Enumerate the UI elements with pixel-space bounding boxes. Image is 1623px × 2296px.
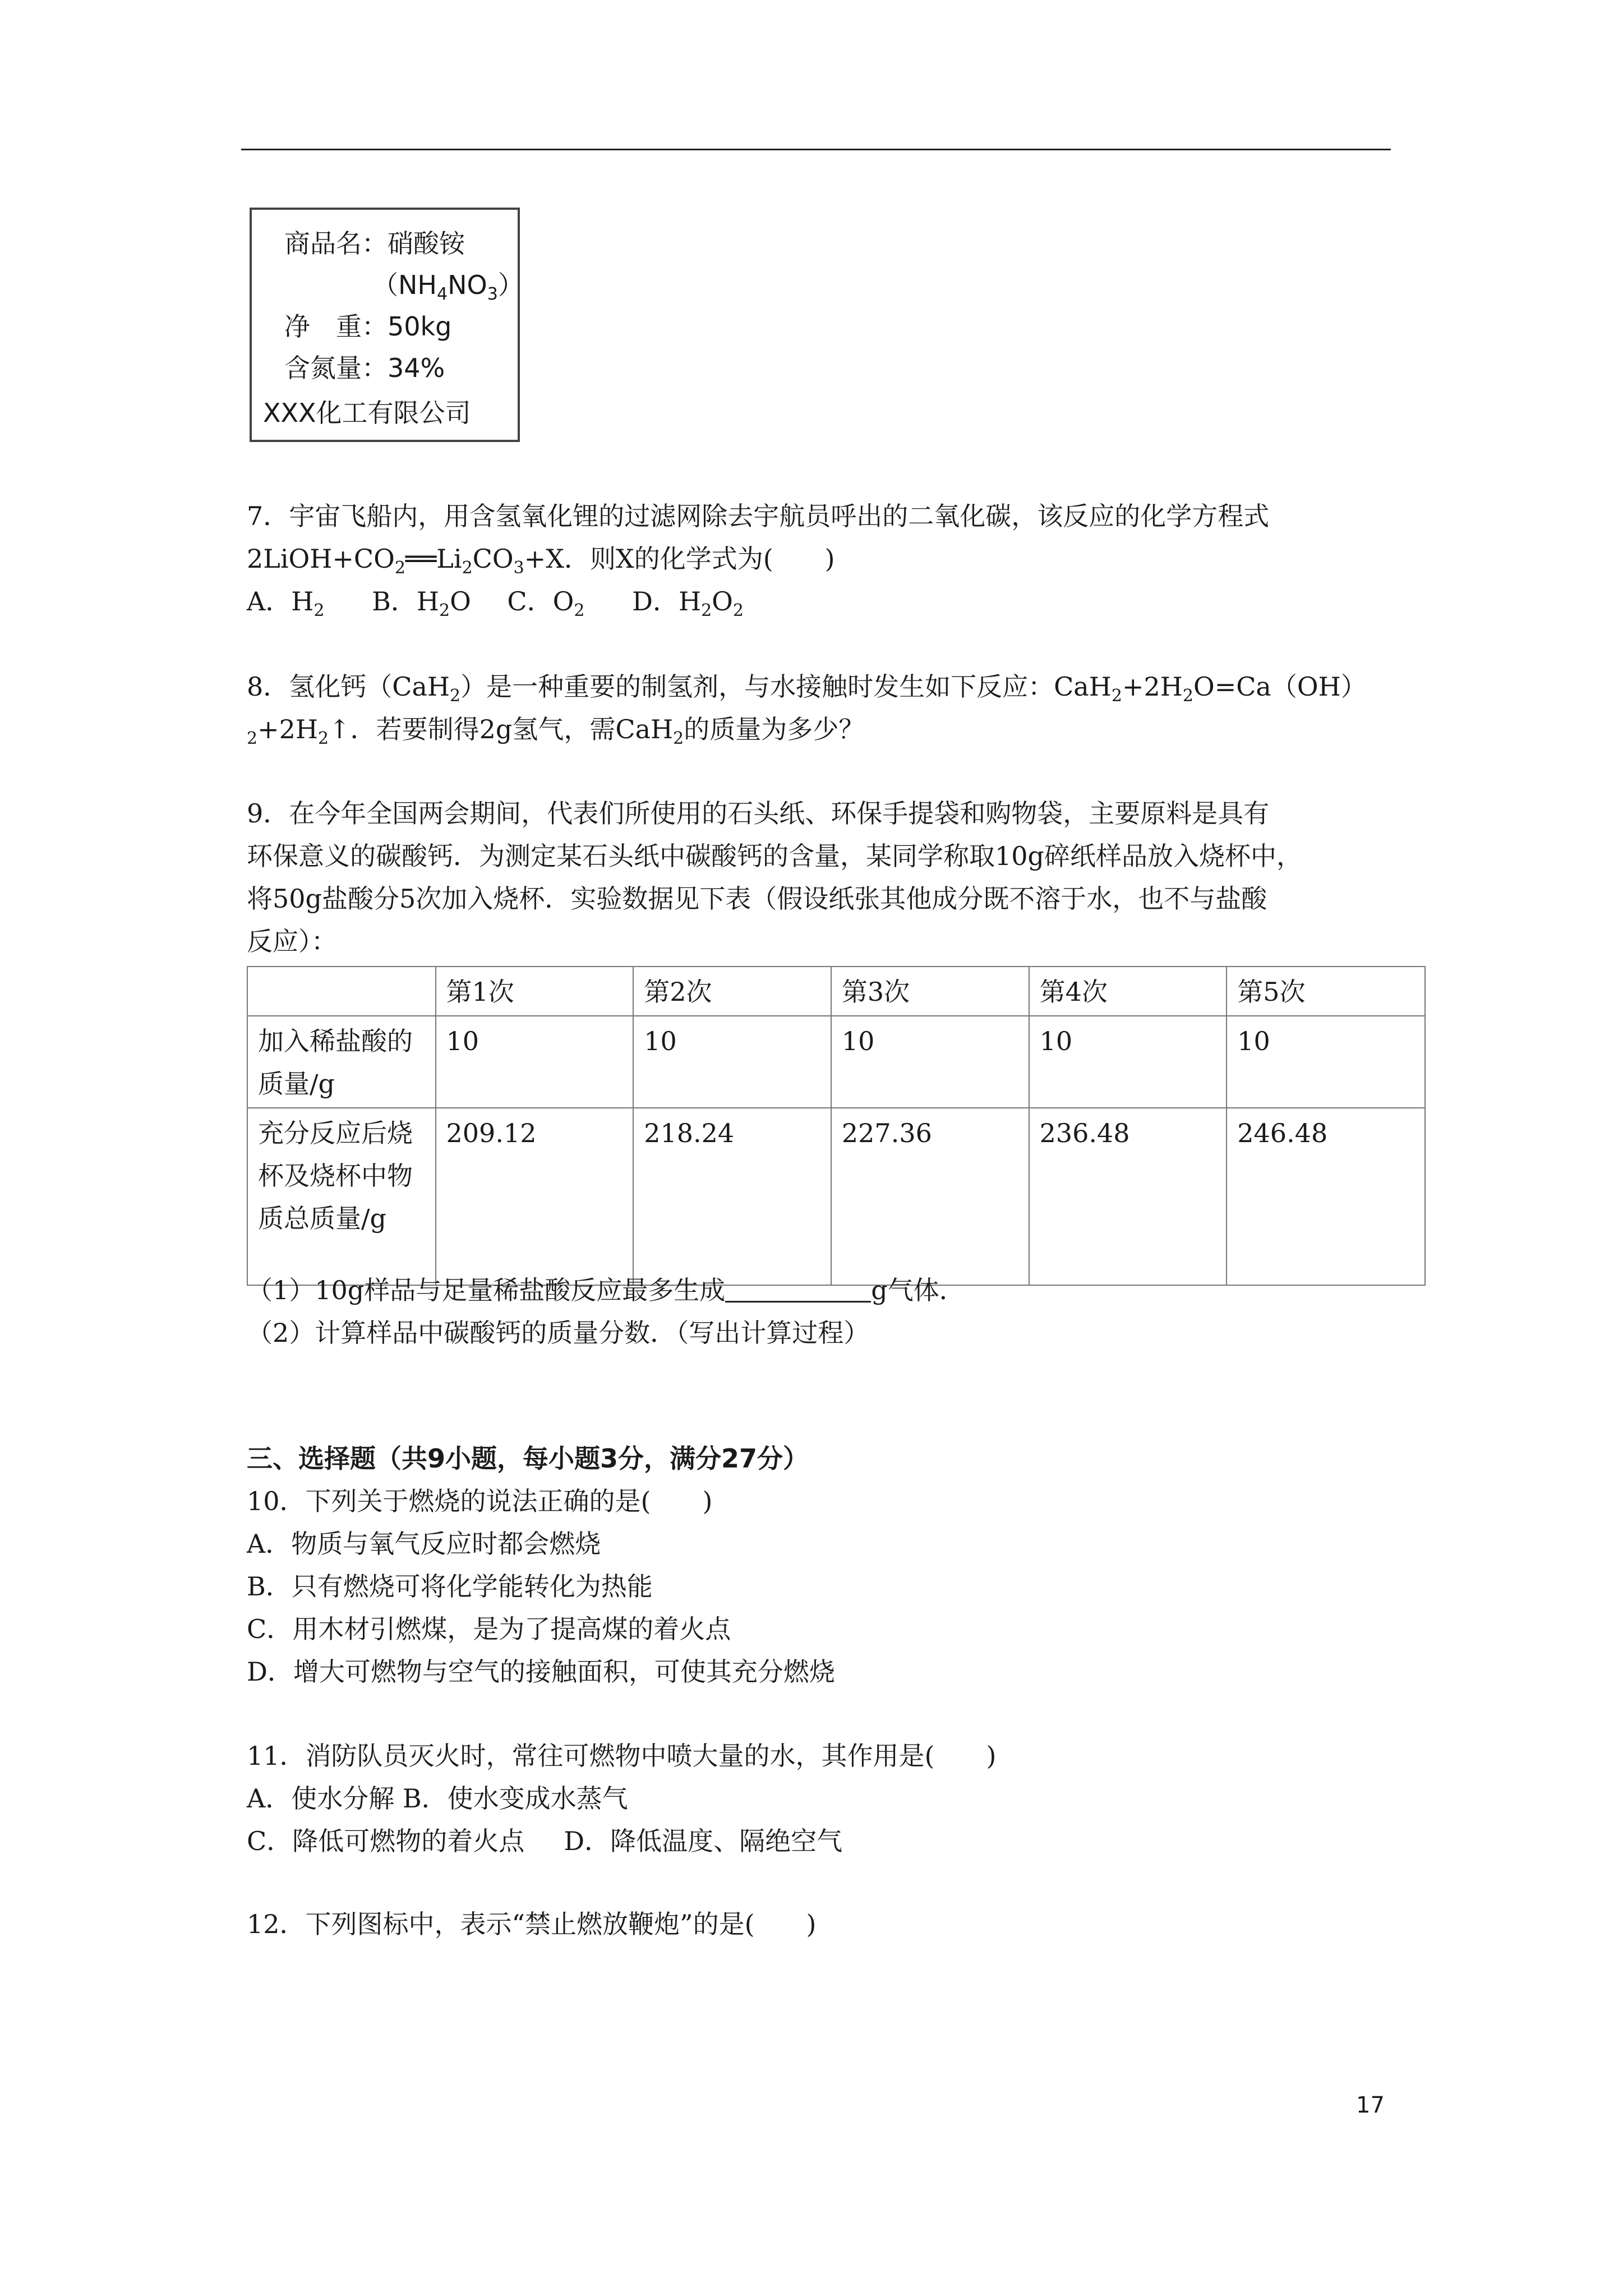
- q12-stem: 12．下列图标中，表示“禁止燃放鞭炮”的是( ): [247, 1909, 817, 1939]
- q7-option-b: B．$H_2O$: [372, 586, 471, 620]
- q9-stem-line4: 反应）：: [247, 926, 337, 956]
- q11-option-c: C．降低可燃物的着火点: [247, 1826, 525, 1856]
- q8-stem-line2: $_2+2H_2↑$．若要制得2g氢气，需CaH$_2$的质量为多少？: [247, 714, 865, 748]
- table-header-row: [247, 967, 1425, 1016]
- q9-subquestion-1: （1）10g样品与足量稀盐酸反应最多生成 g气体．: [247, 1275, 965, 1305]
- q9-data-table: [247, 966, 1426, 1286]
- table-row-label: 加入稀盐酸的质量/g: [247, 1016, 436, 1108]
- q10-option-c: C．用木材引燃煤，是为了提高煤的着火点: [247, 1614, 731, 1644]
- table-cell: 10: [436, 1016, 634, 1108]
- table-header-cell: 第2次: [633, 967, 831, 1016]
- table-cell: 209.12: [436, 1108, 634, 1285]
- table-row: [247, 1108, 1425, 1285]
- q10-option-a: A．物质与氧气反应时都会燃烧: [247, 1529, 601, 1559]
- table-header-cell: 第4次: [1029, 967, 1227, 1016]
- q9-stem-line3: 将50g盐酸分5次加入烧杯．实验数据见下表（假设纸张其他成分既不溶于水，也不与盐酸: [247, 884, 1267, 914]
- q7-equation-line: $2LiOH+CO_2══Li_2CO_3+X$．则X的化学式为( ): [247, 544, 835, 578]
- product-label-box: [250, 208, 524, 442]
- table-row-label: 充分反应后烧杯及烧杯中物质总质量/g: [247, 1108, 436, 1285]
- q7-option-a: A．$H_2$: [247, 586, 325, 620]
- table-row: [247, 1016, 1425, 1108]
- label-formula: $(NH_4NO_3)$: [372, 270, 524, 304]
- table-header-cell: 第1次: [436, 967, 634, 1016]
- table-cell: 218.24: [633, 1108, 831, 1285]
- table-cell: 246.48: [1227, 1108, 1425, 1285]
- q11-options-cd: [247, 1824, 842, 1858]
- q11-option-d: D．降低温度、隔绝空气: [564, 1826, 843, 1856]
- q10-option-d: D．增大可燃物与空气的接触面积，可使其充分燃烧: [247, 1657, 835, 1687]
- page-number: 17: [1356, 2092, 1385, 2118]
- q9-subquestion-2: （2）计算样品中碳酸钙的质量分数．（写出计算过程）: [247, 1318, 870, 1348]
- table-cell: 236.48: [1029, 1108, 1227, 1285]
- label-product-name: 商品名：硝酸铵: [284, 228, 465, 259]
- table-header-cell: 第3次: [831, 967, 1029, 1016]
- table-cell: 10: [633, 1016, 831, 1108]
- q10-option-b: B．只有燃烧可将化学能转化为热能: [247, 1571, 653, 1602]
- q7-options: [247, 585, 744, 618]
- table-header-cell: [247, 967, 436, 1016]
- label-company: XXX化工有限公司: [263, 398, 471, 428]
- label-nitrogen-content: 含氮量：34%: [284, 353, 445, 383]
- label-net-weight: 净 重：50kg: [284, 311, 452, 342]
- q9-stem-line1: 9．在今年全国两会期间，代表们所使用的石头纸、环保手提袋和购物袋，主要原料是具有: [247, 798, 1270, 829]
- q9-stem-line2: 环保意义的碳酸钙．为测定某石头纸中碳酸钙的含量，某同学称取10g碎纸样品放入烧杯中，: [247, 841, 1302, 871]
- header-rule: [241, 149, 1391, 150]
- answer-blank[interactable]: [725, 1276, 871, 1303]
- section-heading: 三、选择题（共9小题，每小题3分，满分27分）: [247, 1443, 809, 1474]
- q7-option-c: C．$O_2$: [507, 586, 585, 620]
- table-cell: 10: [1029, 1016, 1227, 1108]
- table-header-cell: 第5次: [1227, 967, 1425, 1016]
- table-cell: 227.36: [831, 1108, 1029, 1285]
- q11-stem: 11．消防队员灭火时，常往可燃物中喷大量的水，其作用是( ): [247, 1741, 997, 1771]
- q10-stem: 10．下列关于燃烧的说法正确的是( ): [247, 1486, 713, 1516]
- q8-stem-line1: 8．氢化钙（CaH$_2$）是一种重要的制氢剂，与水接触时发生如下反应：$CaH_2+2H_2O=Ca(OH)$: [247, 671, 1367, 706]
- q11-options-ab: A．使水分解 B．使水变成水蒸气: [247, 1783, 628, 1814]
- q7-stem-line1: 7．宇宙飞船内，用含氢氧化锂的过滤网除去宇航员呼出的二氧化碳，该反应的化学方程式: [247, 501, 1270, 531]
- table-cell: 10: [1227, 1016, 1425, 1108]
- table-cell: 10: [831, 1016, 1029, 1108]
- q7-option-d: D．$H_2O_2$: [632, 586, 744, 620]
